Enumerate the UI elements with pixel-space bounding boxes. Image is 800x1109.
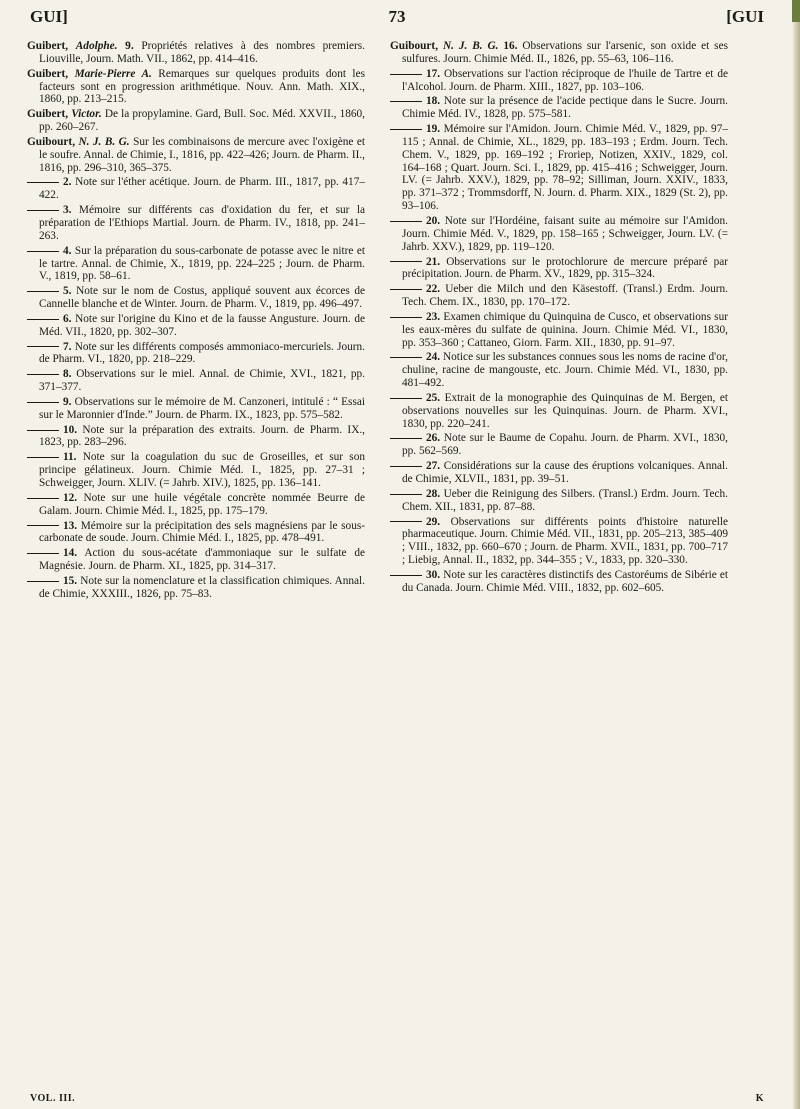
bibliography-entry (390, 351, 728, 390)
entry-number: 29. (426, 515, 441, 528)
entry-text: Notice sur les substances connues sous les noms de racine d'or, chuline, racine de mangouste, etc. Journ. Chimie Méd. VI., 1830, pp. 481–492. (402, 351, 728, 390)
entry-text: Action du sous-acétate d'ammoniaque sur le sulfate de Magnésie. Journ. de Pharm. XI., 1825, pp. 314–317. (39, 547, 365, 573)
entry-text: Note sur l'origine du Kino et de la fausse Angusture. Journ. de Méd. VII., 1820, pp. 302–307. (39, 312, 365, 338)
entry-author: Guibert, (27, 40, 69, 52)
bibliography-entry (27, 245, 365, 284)
entry-number: 6. (63, 312, 72, 325)
ditto-dash (27, 525, 59, 526)
ditto-dash (390, 494, 422, 495)
ditto-dash (390, 289, 422, 290)
entry-number: 30. (426, 568, 441, 581)
entry-number: 16. (503, 40, 518, 52)
bibliography-entry (390, 283, 728, 309)
entry-number: 19. (426, 123, 441, 136)
bibliography-entry (390, 392, 728, 431)
bibliography-entry (27, 396, 365, 422)
entry-author: Guibourt, (390, 40, 439, 52)
ditto-dash (27, 581, 59, 582)
entry-number: 9. (63, 395, 72, 408)
ditto-dash (390, 438, 422, 439)
entry-text: Note sur la coagulation du suc de Groseilles, et sur son principe gélatineux. Journ. Chimie Méd. I., 1825, pp. 27–31 ; Schweigger, Journ. XLIV. (= Jahrb. XIV.), 1825, pp. 136–141. (39, 451, 365, 489)
entry-text: Mémoire sur la précipitation des sels magnésiens par le sous-carbonate de soude. Journ. Chimie Méd. I., 1825, pp. 478–491. (39, 519, 365, 545)
entry-text: Observations sur l'action réciproque de l'huile de Tartre et de l'Alcohol. Journ. de Pharm. XIII., 1827, pp. 103–106. (402, 67, 728, 93)
entry-text: Ueber die Reinigung des Silbers. (Transl.) Erdm. Journ. Tech. Chem. XII., 1831, pp. 87–88. (402, 487, 728, 513)
entry-number: 25. (426, 391, 441, 404)
page-edge (792, 0, 800, 1109)
bibliography-entry (27, 451, 365, 490)
entry-number: 13. (63, 519, 78, 532)
entry-text: Considérations sur la cause des éruptions volcaniques. Annal. de Chimie, XLVII., 1831, pp. 39–51. (402, 460, 728, 485)
edge-tab (792, 0, 800, 22)
ditto-dash (27, 457, 59, 458)
bibliography-entry (27, 520, 365, 546)
entry-text: Ueber die Milch und den Käsestoff. (Transl.) Erdm. Journ. Tech. Chem. IX., 1830, pp. 170–172. (402, 283, 728, 309)
bibliography-entry (390, 95, 728, 121)
bibliography-entry (27, 313, 365, 339)
entry-number: 21. (426, 255, 441, 268)
ditto-dash (390, 521, 422, 522)
volume-label: VOL. III. (30, 1093, 76, 1104)
entry-author: Guibert, (27, 108, 69, 121)
ditto-dash (27, 210, 59, 211)
left-column (27, 40, 365, 603)
bibliography-entry (27, 204, 365, 243)
entry-text: Note sur une huile végétale concrète nommée Beurre de Galam. Journ. Chimie Méd. I., 1825, pp. 175–179. (39, 491, 365, 517)
entry-number: 12. (63, 491, 78, 504)
bibliography-entry (390, 516, 728, 567)
entry-text: Note sur le nom de Costus, appliqué souvent aux écorces de Cannelle blanche et de Winter. Journ. de Pharm. V., 1819, pp. 496–497. (39, 285, 366, 311)
entry-given-name: Adolphe. (75, 40, 118, 52)
header-left: GUI] (30, 7, 68, 26)
bibliography-entry (27, 547, 365, 573)
bibliography-entry (390, 68, 728, 94)
bibliography-entry (27, 492, 365, 518)
bibliography-entry (390, 460, 728, 486)
ditto-dash (390, 466, 422, 467)
running-header (30, 7, 764, 29)
entry-number: 2. (63, 176, 72, 189)
entry-text: Observations sur le protochlorure de mercure préparé par précipitation. Journ. de Pharm. XV., 1829, pp. 315–324. (402, 255, 728, 281)
entry-text: Observations sur le mémoire de M. Canzoneri, intitulé : “ Essai sur le Maronnier d'Inde.” Journ. de Pharm. IX., 1823, pp. 575–582. (39, 395, 365, 421)
ditto-dash (390, 261, 422, 262)
ditto-dash (390, 357, 422, 358)
entry-number: 22. (426, 283, 441, 296)
entry-text: Note sur la préparation des extraits. Journ. de Pharm. IX., 1823, pp. 283–296. (39, 423, 365, 449)
entry-text: Extrait de la monographie des Quinquinas de M. Bergen, et observations nouvelles sur les Quinquinas. Journ. de Pharm. XVI., 1830, pp. 220–241. (402, 391, 728, 430)
ditto-dash (27, 346, 59, 347)
bibliography-entry (27, 285, 365, 311)
entry-text: Sur la préparation du sous-carbonate de potasse avec le nitre et le tartre. Annal. de Chimie, X., 1819, pp. 224–225 ; Journ. de Pharm. V., 1819, pp. 58–61. (39, 244, 365, 283)
bibliography-entry (390, 569, 728, 595)
bibliography-entry (390, 215, 728, 254)
ditto-dash (27, 182, 59, 183)
bibliography-entry (390, 488, 728, 514)
entry-number: 18. (426, 95, 441, 108)
entry-text: Note sur la présence de l'acide pectique dans le Sucre. Journ. Chimie Méd. IV., 1828, pp. 575–581. (402, 95, 729, 121)
entry-number: 28. (426, 487, 441, 500)
bibliography-entry (390, 311, 728, 350)
bibliography-entry (27, 575, 365, 601)
entry-text: Note sur la nomenclature et la classification chimiques. Annal. de Chimie, XXXIII., 1826, pp. 75–83. (39, 574, 365, 600)
entry-text: Note sur les différents composés ammoniaco-mercuriels. Journ. de Pharm. VI., 1820, pp. 218–229. (39, 340, 365, 366)
entry-text: Mémoire sur différents cas d'oxidation du fer, et sur la préparation de l'Ethiops Martial. Journ. de Pharm. IV., 1818, pp. 241–263. (39, 204, 365, 242)
bibliography-entry (27, 176, 365, 202)
ditto-dash (27, 374, 59, 375)
header-right: [GUI (726, 7, 764, 26)
entry-author: Guibourt, (27, 135, 76, 148)
entry-given-name: N. J. B. G. (442, 40, 499, 52)
entry-text: Note sur l'Hordéine, faisant suite au mémoire sur l'Amidon. Journ. Chimie Méd. V., 1829, pp. 158–165 ; Schweigger, Journ. LV. (= Jahrb. XXV.), 1829, pp. 119–120. (402, 214, 728, 253)
ditto-dash (390, 317, 422, 318)
ditto-dash (390, 221, 422, 222)
bibliography-entry (27, 424, 365, 450)
ditto-dash (390, 101, 422, 102)
ditto-dash (27, 319, 59, 320)
bibliography-entry (390, 432, 728, 458)
entry-number: 8. (63, 368, 72, 381)
entry-author: Guibert, (27, 67, 69, 80)
entry-number: 26. (426, 432, 441, 445)
bibliography-entry (390, 123, 728, 213)
ditto-dash (27, 553, 59, 554)
ditto-dash (390, 74, 422, 75)
bibliography-entry (27, 136, 365, 175)
entry-number: 7. (63, 340, 72, 353)
bibliography-entry (390, 40, 728, 66)
entry-number: 24. (426, 351, 441, 364)
entry-number: 17. (426, 67, 441, 80)
entry-number: 20. (426, 214, 441, 227)
ditto-dash (390, 129, 422, 130)
entry-text: Observations sur l'arsenic, son oxide et ses sulfures. Journ. Chimie Méd. II., 1826, pp. 55–63, 106–116. (402, 40, 728, 65)
entry-text: Note sur le Baume de Copahu. Journ. de Pharm. XVI., 1830, pp. 562–569. (402, 432, 729, 458)
entry-text: Sur les combinaisons de mercure avec l'oxigène et le soufre. Annal. de Chimie, I., 1816, pp. 422–426; Journ. de Pharm. II., 1816, pp. 296–310, 365–375. (39, 135, 365, 174)
entry-number: 11. (63, 451, 77, 464)
bibliography-entry (27, 40, 365, 66)
entry-given-name: Victor. (71, 108, 102, 121)
bibliography-entry (27, 108, 365, 134)
entry-number: 23. (426, 310, 441, 323)
signature-mark: K (755, 1093, 764, 1104)
page-number: 73 (388, 7, 406, 26)
entry-number: 4. (63, 244, 72, 257)
bibliography-entry (390, 256, 728, 282)
entry-given-name: N. J. B. G. (78, 135, 130, 148)
ditto-dash (390, 398, 422, 399)
entry-number: 27. (426, 460, 441, 473)
entry-text: De la propylamine. Gard, Bull. Soc. Méd. XXVII., 1860, pp. 260–267. (39, 108, 366, 134)
ditto-dash (27, 430, 59, 431)
bibliography-entry (27, 341, 365, 367)
entry-text: Note sur les caractères distinctifs des Castoréums de Sibérie et du Canada. Journ. Chimie Méd. VIII., 1832, pp. 602–605. (402, 568, 729, 594)
entry-given-name: Marie-Pierre A. (74, 67, 152, 80)
entry-number: 5. (63, 285, 72, 298)
ditto-dash (27, 402, 59, 403)
entry-text: Note sur l'éther acétique. Journ. de Pharm. III., 1817, pp. 417–422. (39, 176, 365, 202)
ditto-dash (27, 291, 59, 292)
entry-number: 10. (63, 423, 78, 436)
entry-text: Observations sur le miel. Annal. de Chimie, XVI., 1821, pp. 371–377. (39, 368, 366, 394)
bibliography-entry (27, 368, 365, 394)
entry-text: Remarques sur quelques produits dont les facteurs sont en progression arithmétique. Nouv. Ann. Math. XIX., 1860, pp. 213–215. (39, 67, 365, 106)
bibliography-entry (27, 68, 365, 107)
entry-text: Examen chimique du Quinquina de Cusco, et observations sur les eaux-mères du sulfate de quinina. Journ. Chimie Méd. VI., 1830, pp. 353–360 ; Cattaneo, Giorn. Farm. XII., 1830, pp. 91–97. (402, 310, 728, 349)
right-column (390, 40, 728, 597)
ditto-dash (27, 498, 59, 499)
entry-number: 3. (63, 204, 72, 217)
ditto-dash (27, 251, 59, 252)
entry-number: 14. (63, 547, 78, 560)
entry-text: Observations sur différents points d'histoire naturelle pharmaceutique. Journ. Chimie Méd. VII., 1831, pp. 205–213, 385–409 ; VIII., 1832, pp. 660–670 ; Journ. de Pharm. XVII., 1831, pp. 700–717 ; Liebig, Annal. II., 1832, pp. 344–355 ; V., 1833, pp. 320–330. (402, 515, 729, 567)
entry-number: 15. (63, 574, 78, 587)
entry-number: 9. (125, 40, 134, 52)
entry-text: Propriétés relatives à des nombres premiers. Liouville, Journ. Math. VII., 1862, pp. 414–416. (39, 40, 365, 65)
ditto-dash (390, 575, 422, 576)
page-footer (30, 1093, 764, 1104)
entry-text: Mémoire sur l'Amidon. Journ. Chimie Méd. V., 1829, pp. 97–115 ; Annal. de Chimie, XL., 1829, pp. 183–193 ; Erdm. Journ. Tech. Chem. V., 1829, pp. 169–192 ; Froriep, Notizen, XXIV., 1829, col. 164–168 ; Quart. Journ. Sci. I., 1829, pp. 415–416 ; Schweigger, Journ. LV. (= Jahrb. XXV.), 1829, pp. 78–92; Silliman, Journ. XXIV., 1833, pp. 371–372 ; Trommsdorff, N. Journ. d. Pharm. XIX., 1829 (St. 2), pp. 93–106. (402, 123, 729, 213)
